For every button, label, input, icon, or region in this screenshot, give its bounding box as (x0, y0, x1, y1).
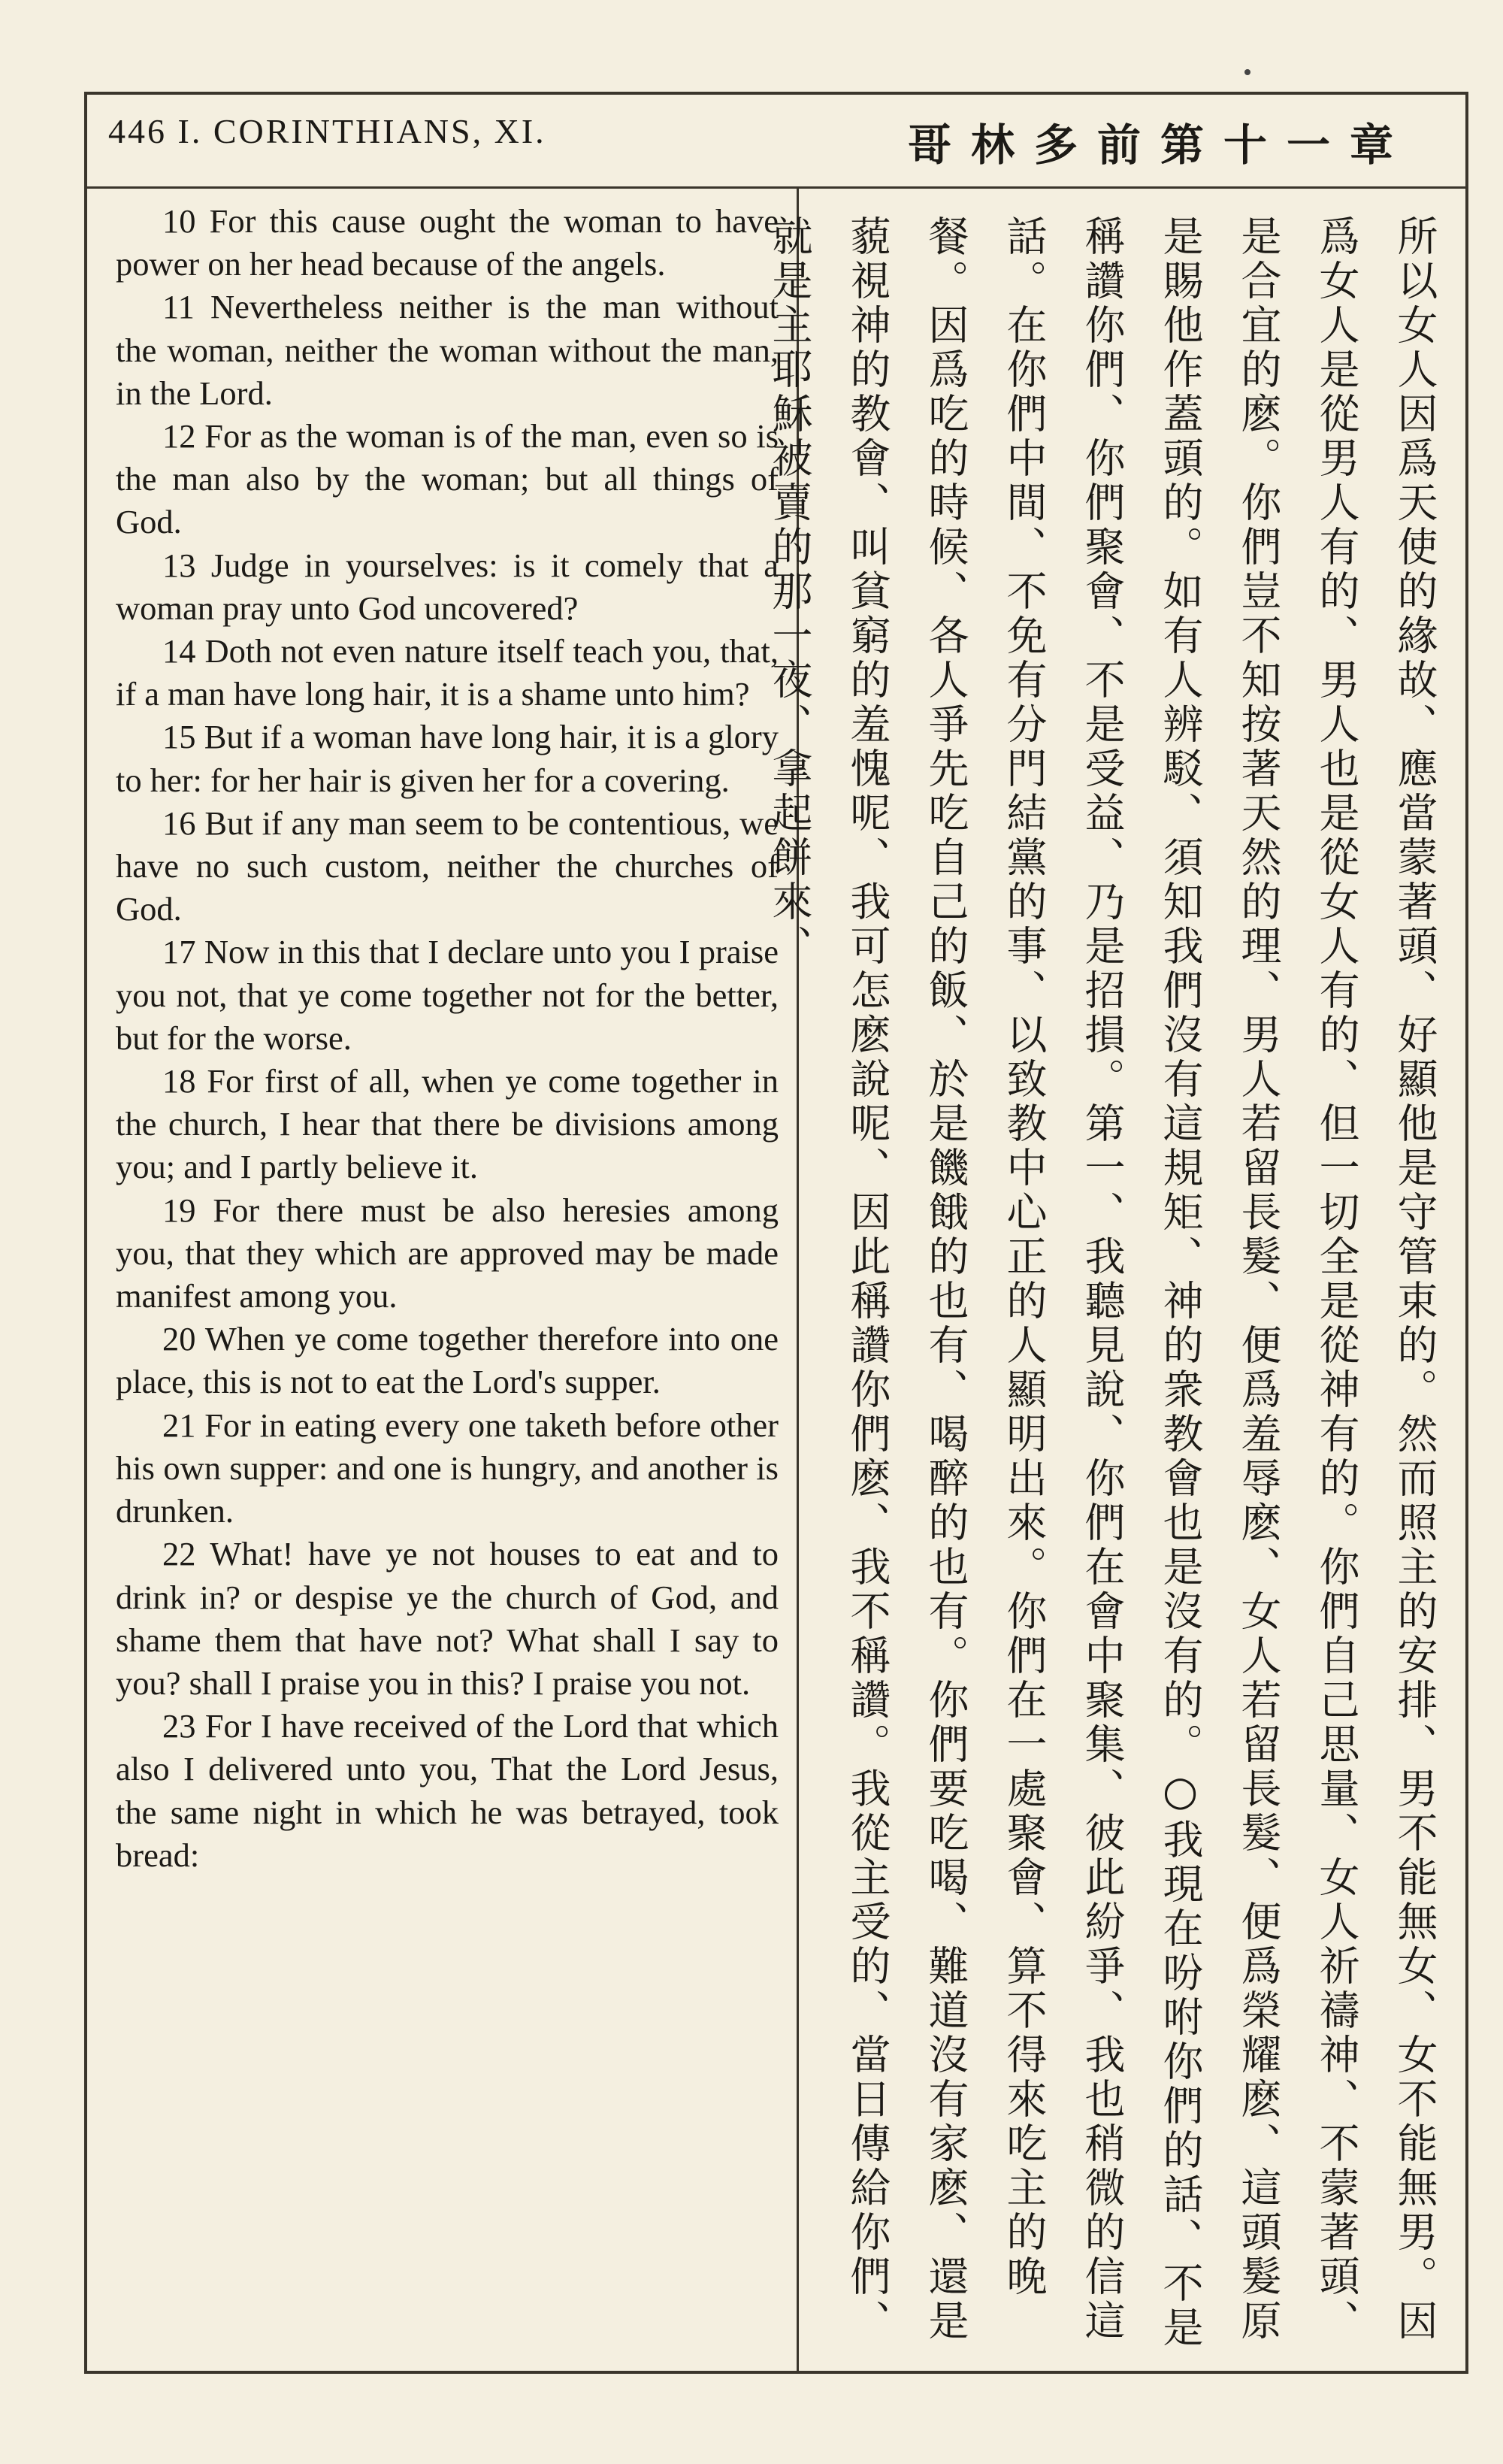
running-header (87, 95, 1465, 189)
header-chinese: 哥林多前第十一章 (907, 120, 1413, 171)
page-frame (84, 92, 1468, 2374)
verse-10: 10 For this cause ought the woman to have power on her head because of the angels. (116, 202, 779, 283)
verse-12: 12 For as the woman is of the man, even so is the man also by the woman; but all things of God. (116, 417, 779, 541)
verse-19: 19 For there must be also heresies among you, that they which are approved may be made manifest among you. (116, 1191, 779, 1315)
verse-18: 18 For first of all, when ye come together in the church, I hear that there be divisions among you; and I partly believe it. (116, 1062, 779, 1186)
verse-17: 17 Now in this that I declare unto you I praise you not, that ye come together not for the better, but for the worse. (116, 933, 779, 1057)
chinese-column (766, 215, 1453, 2365)
chinese-text: 所以女人因爲天使的緣故、應當蒙著頭、好顯他是守管束的。然而照主的安排、男不能無女、女不能無男。因爲女人是從男人有的、男人也是從女人有的、但一切全是從神有的。你們自己思量、女人祈禱神、不蒙著頭、是合宜的麽。你們豈不知按著天然的理、男人若留長髮、便爲羞辱麽、女人若留長髮、便爲榮耀麽、這頭髮原是賜他作蓋頭的。如有人辨駁、須知我們沒有這規矩、神的衆教會也是沒有的。○我現在吩咐你們的話、不是稱讚你們、你們聚會、不是受益、乃是招損。第一、我聽見說、你們在會中聚集、彼此紛爭、我也稍微的信這話。在你們中間、不免有分門結黨的事、以致教中心正的人顯明出來。你們在一處聚會、算不得來吃主的晚餐。因爲吃的時候、各人爭先吃自己的飯、於是饑餓的也有、喝醉的也有。你們要吃喝、難道沒有家麽、還是藐視神的教會、叫貧窮的羞愧呢、我可怎麽說呢、因此稱讚你們麽、我不稱讚。我從主受的、當日傳給你們、就是主耶穌被賣的那一夜、拿起餅來、 (766, 215, 1438, 2350)
verse-16: 16 But if any man seem to be contentious, we have no such custom, neither the churches of God. (116, 804, 779, 928)
verse-20: 20 When ye come together therefore into one place, this is not to eat the Lord's supper. (116, 1320, 779, 1401)
print-speck (1244, 69, 1250, 75)
verse-11: 11 Nevertheless neither is the man without the woman, neither the woman without the man, in the Lord. (116, 288, 779, 412)
verse-22: 22 What! have ye not houses to eat and to drink in? or despise ye the church of God, and shame them that have not? What shall I say to you? shall I praise you in this? I praise you not. (116, 1535, 779, 1702)
verse-13: 13 Judge in yourselves: is it comely that a woman pray unto God uncovered? (116, 546, 779, 627)
verse-15: 15 But if a woman have long hair, it is a glory to her: for her hair is given her for a covering. (116, 718, 779, 799)
verse-21: 21 For in eating every one taketh before other his own supper: and one is hungry, and another is drunken. (116, 1406, 779, 1530)
verse-14: 14 Doth not even nature itself teach you, that, if a man have long hair, it is a shame unto him? (116, 632, 779, 713)
verse-23: 23 For I have received of the Lord that which also I delivered unto you, That the Lord Jesus, the same night in which he was betrayed, took bread: (116, 1707, 779, 1874)
header-english: 446 I. CORINTHIANS, XI. (108, 112, 546, 150)
english-column (116, 200, 779, 2365)
